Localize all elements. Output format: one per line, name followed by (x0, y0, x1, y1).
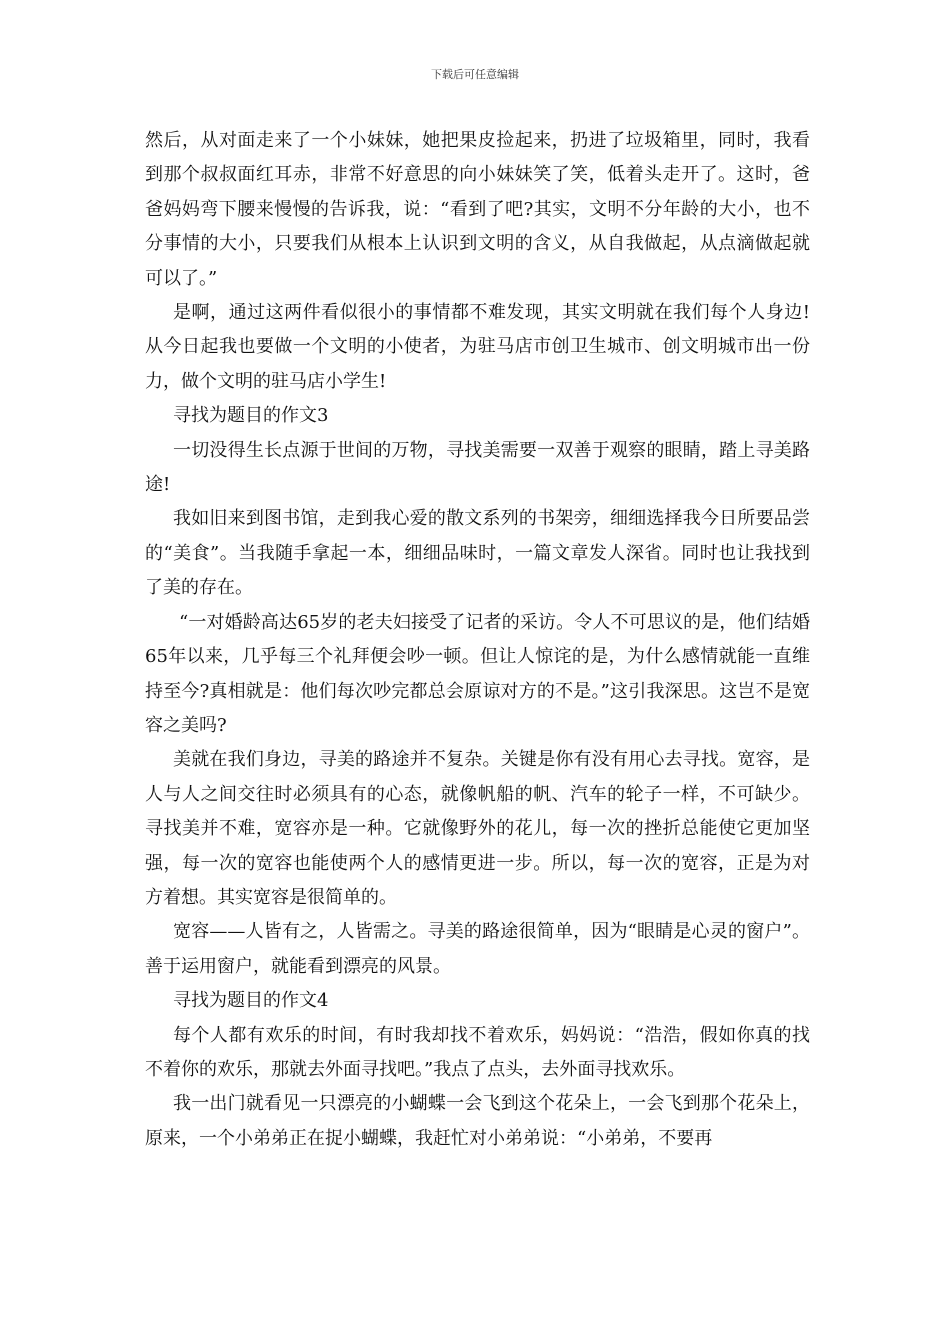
paragraph: 我如旧来到图书馆，走到我心爱的散文系列的书架旁，细细选择我今日所要品尝的“美食”。当我随手拿起一本，细细品味时，一篇文章发人深省。同时也让我找到了美的存在。 (145, 508, 810, 599)
paragraph: 每个人都有欢乐的时间，有时我却找不着欢乐，妈妈说：“浩浩，假如你真的找不着你的欢乐，那就去外面寻找吧。”我点了点头，去外面寻找欢乐。 (145, 1024, 810, 1080)
paragraph: 美就在我们身边，寻美的路途并不复杂。关键是你有没有用心去寻找。宽容，是人与人之间交往时必须具有的心态，就像帆船的帆、汽车的轮子一样，不可缺少。寻找美并不难，宽容亦是一种。它就像野外的花儿，每一次的挫折总能使它更加坚强，每一次的宽容也能使两个人的感情更进一步。所以，每一次的宽容，正是为对方着想。其实宽容是很简单的。 (145, 749, 810, 908)
paragraph: 是啊，通过这两件看似很小的事情都不难发现，其实文明就在我们每个人身边!从今日起我也要做一个文明的小使者，为驻马店市创卫生城市、创文明城市出一份力，做个文明的驻马店小学生! (145, 302, 810, 392)
paragraph: 宽容——人皆有之，人皆需之。寻美的路途很简单，因为“眼睛是心灵的窗户”。善于运用窗户，就能看到漂亮的风景。 (145, 921, 810, 977)
paragraph: 一切没得生长点源于世间的万物，寻找美需要一双善于观察的眼睛，踏上寻美路途! (145, 439, 810, 496)
paragraph: “一对婚龄高达65岁的老夫妇接受了记者的采访。令人不可思议的是，他们结婚65年以来，几乎每三个礼拜便会吵一顿。但让人惊诧的是，为什么感情就能一直维持至今?真相就是：他们每次吵完都总会原谅对方的不是。”这引我深思。这岂不是宽容之美吗? (145, 611, 810, 736)
paragraph: 然后，从对面走来了一个小妹妹，她把果皮捡起来，扔进了垃圾箱里，同时，我看到那个叔叔面红耳赤，非常不好意思的向小妹妹笑了笑，低着头走开了。这时，爸爸妈妈弯下腰来慢慢的告诉我，说：“看到了吧?其实，文明不分年龄的大小，也不分事情的大小，只要我们从根本上认识到文明的含义，从自我做起，从点滴做起就可以了。” (145, 130, 810, 289)
section-heading: 寻找为题目的作文3 (173, 405, 329, 427)
paragraph: 我一出门就看见一只漂亮的小蝴蝶一会飞到这个花朵上，一会飞到那个花朵上，原来，一个小弟弟正在捉小蝴蝶，我赶忙对小弟弟说：“小弟弟，不要再 (145, 1093, 810, 1149)
section-heading: 寻找为题目的作文4 (173, 990, 329, 1012)
page-header: 下载后可任意编辑 (431, 68, 519, 81)
document-body (145, 124, 810, 1156)
